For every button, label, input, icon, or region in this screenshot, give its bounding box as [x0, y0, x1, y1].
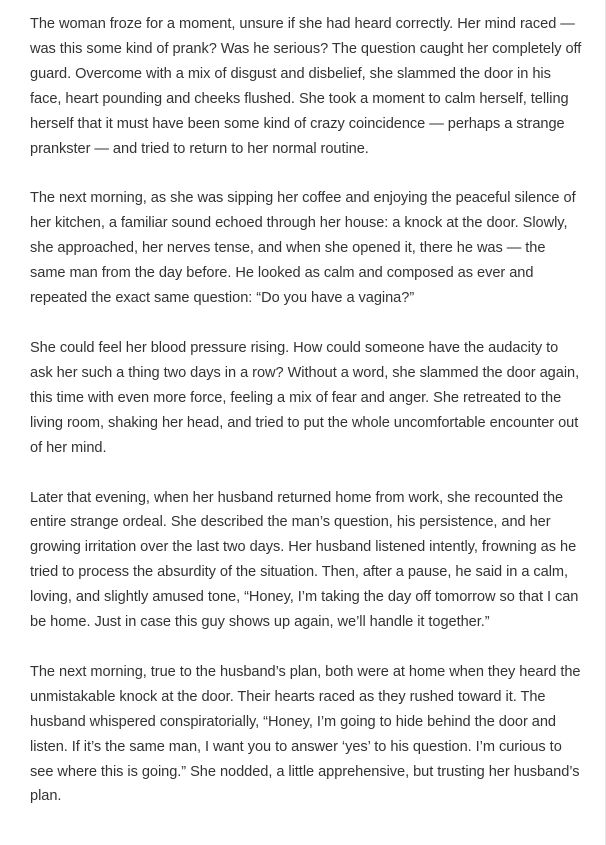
paragraph: Later that evening, when her husband returned home from work, she recounted the entire strange ordeal. She described the man’s question, his persistence, and her growing irritation over the last two days. Her husband listened intently, frowning as he tried to process the absurdity of the situation. Then, after a pause, he said in a calm, loving, and slightly amused tone, “Honey, I’m taking the day off tomorrow so that I can be home. Just in case this guy shows up again, we’ll handle it together.”	[30, 489, 579, 631]
paragraph: The next morning, true to the husband’s plan, both were at home when they heard the unmistakable knock at the door. Their hearts raced as they rushed toward it. The husband whispered conspiratorially, “Honey, I’m going to hide behind the door and listen. If it’s the same man, I want you to answer ‘yes’ to his question. I’m curious to see where this is going.” She nodded, a little apprehensive, but trusting her husband’s plan.	[30, 663, 581, 805]
paragraph: The woman froze for a moment, unsure if she had heard correctly. Her mind raced — was this some kind of prank? Was he serious? The question caught her completely off guard. Overcome with a mix of disgust and disbelief, she slammed the door in his face, heart pounding and cheeks flushed. She took a moment to calm herself, telling herself that it must have been some kind of crazy coincidence — perhaps a strange prankster — and tried to return to her normal routine.	[30, 16, 582, 157]
paragraph: The next morning, as she was sipping her coffee and enjoying the peaceful silence of her kitchen, a familiar sound echoed through her house: a knock at the door. Slowly, she approached, her nerves tense, and when she opened it, there he was — the same man from the day before. He looked as calm and composed as ever and repeated the exact same question: “Do you have a vagina?”	[30, 190, 576, 307]
paragraph: She could feel her blood pressure rising. How could someone have the audacity to ask her such a thing two days in a row? Without a word, she slammed the door again, this time with even more force, feeling a mix of fear and anger. She retreated to the living room, shaking her head, and tried to put the whole uncomfortable encounter out of her mind.	[30, 339, 580, 456]
article-body	[30, 12, 582, 834]
